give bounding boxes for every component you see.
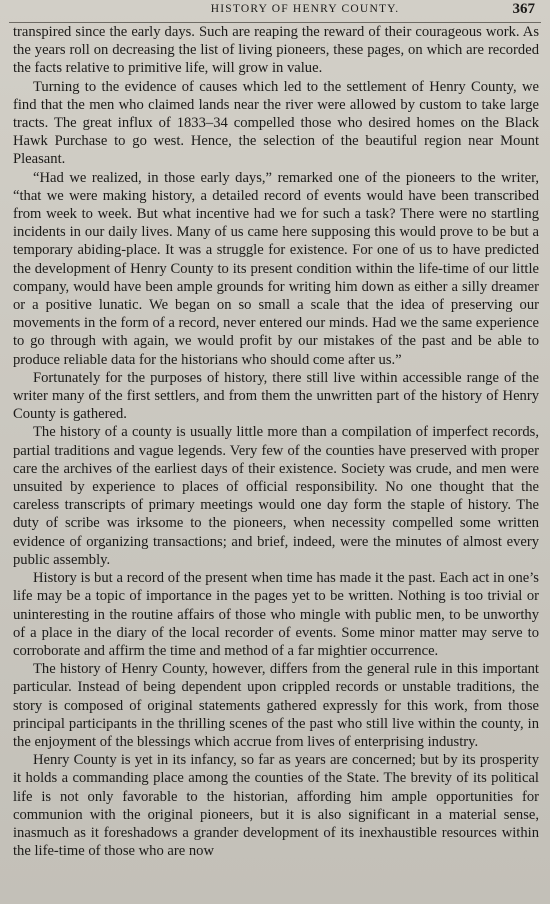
paragraph-settlement-causes: Turning to the evidence of causes which led to the settlement of Henry County, we find that the men who claimed lands near the river were allowed by custom to take large tracts. The great influx of 1833–34 compelled those who desired homes on the Black Hawk Purchase to go west. Hence, the selection of the beautiful region near Mount Pleasant. <box>13 78 539 168</box>
body-text <box>9 23 541 860</box>
paragraph-original-statements: The history of Henry County, however, differs from the general rule in this important particular. Instead of being dependent upon crippled records or unstable traditions, the story is composed of original statements gathered expressly for this work, from those principal participants in the thrilling scenes of the past who still live within the county, in the enjoyment of the blessings which accrue from lives of enterprising industry. <box>13 661 539 750</box>
paragraph-county-infancy: Henry County is yet in its infancy, so far as years are concerned; but by its prosperity it holds a commanding place among the counties of the State. The brevity of its political life is not only favorable to the historian, affording him ample opportunities for communion with the original pioneers, but it is also significant in a material sense, inasmuch as it foreshadows a grander development of its inexhaustible resources within the life-time of those who are now <box>13 752 539 860</box>
page-number: 367 <box>512 1 535 17</box>
paragraph-continuation: transpired since the early days. Such are reaping the reward of their courageous work. As the years roll on decreasing the list of living pioneers, these pages, on which are recorded the facts relative to primitive life, will grow in value. <box>13 24 539 77</box>
paragraph-history-record: History is but a record of the present when time has made it the past. Each act in one’s life may be a topic of importance in the pages yet to be written. Nothing is too trivial or uninteresting in the routine affairs of those who mingle with public men, to be unworthy of a place in the diary of the local recorder of events. Some minor matter may serve to corroborate and affirm the time and method of a far mightier occurrence. <box>13 570 539 659</box>
paragraph-county-records: The history of a county is usually little more than a compilation of imperfect records, partial traditions and vague legends. Very few of the counties have preserved with proper care the archives of the earliest days of their existence. Society was crude, and men were unsuited by experience to places of official responsibility. No one thought that the careless transcripts of primary meetings would one day form the staple of history. The duty of scribe was irksome to the pioneers, when necessity compelled some written evidence of organizing transactions; and brief, indeed, were the minutes of almost every public assembly. <box>13 424 539 568</box>
running-header <box>9 0 541 23</box>
running-title: HISTORY OF HENRY COUNTY. <box>210 3 400 15</box>
paragraph-pioneer-quote: “Had we realized, in those early days,” remarked one of the pioneers to the writer, “that we were making history, a detailed record of events would have been transcribed from week to week. But what incentive had we for such a task? There were no startling incidents in our daily lives. Many of us came here supposing this would prove to be but a temporary abiding-place. It was a struggle for existence. For one of us to have predicted the development of Henry County to its present condition within the life-time of our little company, would have been ample grounds for writing him down as either a silly dreamer or a positive lunatic. We began on so small a scale that the idea of preserving our movements in the form of a record, never entered our minds. Had we the same experience to go through with again, we would profit by our mistakes of the past and be able to produce reliable data for the historians who should come after us.” <box>13 169 539 368</box>
paragraph-first-settlers: Fortunately for the purposes of history, there still live within accessible range of the writer many of the first settlers, and from them the unwritten part of the history of Henry County is gathered. <box>13 369 539 423</box>
